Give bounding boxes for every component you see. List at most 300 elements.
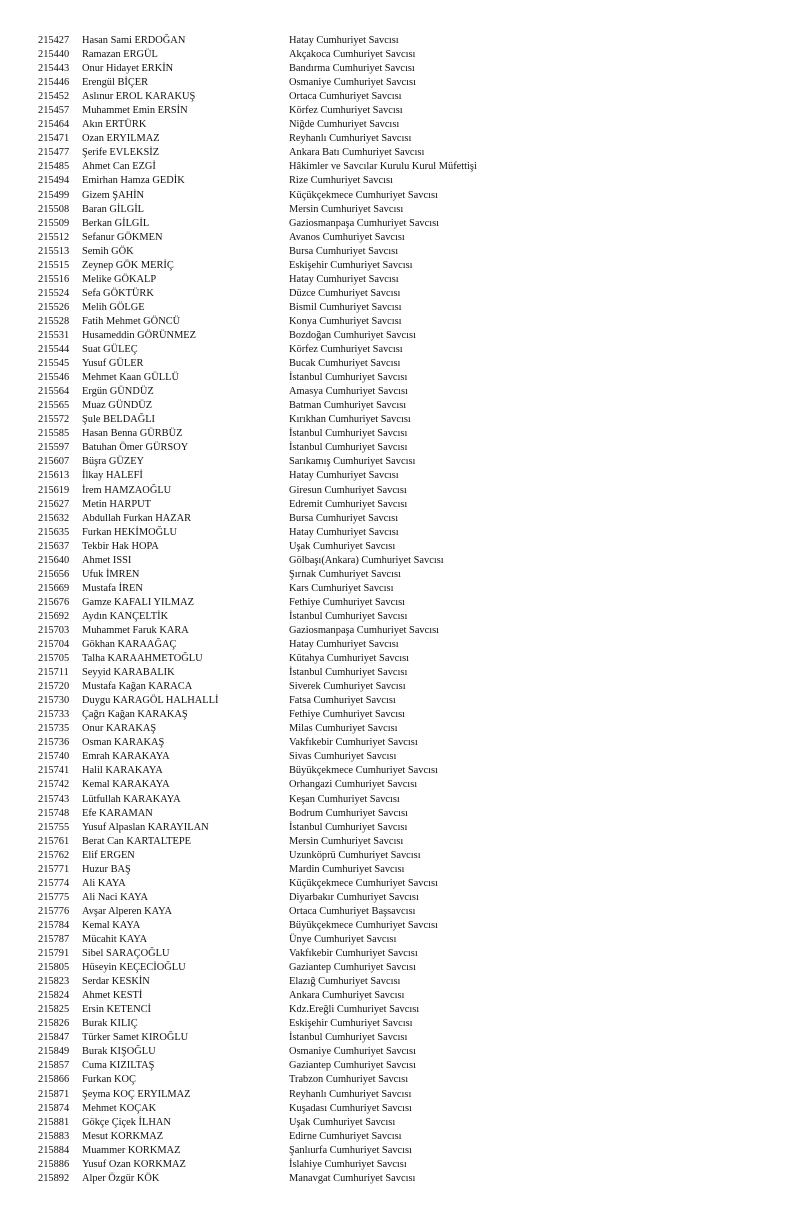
assigned-position: Kırıkhan Cumhuriyet Savcısı [289,414,411,426]
registry-number: 215823 [38,976,70,988]
list-item [0,778,798,792]
assigned-position: Gaziantep Cumhuriyet Savcısı [289,1060,416,1072]
registry-number: 215597 [38,442,70,454]
person-name: Tekbir Hak HOPA [82,540,159,552]
person-name: Mustafa Kağan KARACA [82,681,193,693]
person-name: Duygu KARAGÖL HALHALLİ [82,695,219,707]
list-item [0,315,798,329]
assigned-position: İslahiye Cumhuriyet Savcısı [289,1158,407,1170]
assigned-position: Giresun Cumhuriyet Savcısı [289,484,407,496]
list-item [0,273,798,287]
person-name: Burak KILIÇ [82,1018,138,1030]
registry-number: 215874 [38,1102,70,1114]
assigned-position: Osmaniye Cumhuriyet Savcısı [289,1046,416,1058]
list-item [0,357,798,371]
person-name: Sefa GÖKTÜRK [82,287,154,299]
assigned-position: Körfez Cumhuriyet Savcısı [289,105,403,117]
registry-number: 215446 [38,77,70,89]
registry-number: 215703 [38,624,70,636]
person-name: Şeyma KOÇ ERYILMAZ [82,1088,191,1100]
registry-number: 215743 [38,793,70,805]
list-item [0,821,798,835]
registry-number: 215471 [38,133,70,145]
person-name: Osman KARAKAŞ [82,737,165,749]
person-name: Abdullah Furkan HAZAR [82,512,192,524]
registry-number: 215632 [38,512,70,524]
list-item [0,1158,798,1172]
assigned-position: Siverek Cumhuriyet Savcısı [289,681,406,693]
assigned-position: Ortaca Cumhuriyet Savcısı [289,91,402,103]
person-name: Hasan Benna GÜRBÜZ [82,428,183,440]
assigned-position: Büyükçekmece Cumhuriyet Savcısı [289,919,438,931]
person-name: Fatih Mehmet GÖNCÜ [82,315,181,327]
appointment-list [0,34,798,1186]
assigned-position: Bursa Cumhuriyet Savcısı [289,245,399,257]
assigned-position: Gaziosmanpaşa Cumhuriyet Savcısı [289,217,440,229]
registry-number: 215705 [38,653,70,665]
list-item [0,722,798,736]
list-item [0,203,798,217]
assigned-position: Uzunköprü Cumhuriyet Savcısı [289,849,421,861]
registry-number: 215627 [38,498,70,510]
assigned-position: Akçakoca Cumhuriyet Savcısı [289,49,416,61]
assigned-position: Osmaniye Cumhuriyet Savcısı [289,77,416,89]
list-item [0,1059,798,1073]
person-name: Ahmet KESTİ [82,990,143,1002]
person-name: Gamze KAFALI YILMAZ [82,596,194,608]
list-item [0,835,798,849]
registry-number: 215847 [38,1032,70,1044]
assigned-position: Trabzon Cumhuriyet Savcısı [289,1074,409,1086]
registry-number: 215711 [38,667,69,679]
assigned-position: Fethiye Cumhuriyet Savcısı [289,596,406,608]
person-name: Muaz GÜNDÜZ [82,400,153,412]
person-name: Emrah KARAKAYA [82,751,170,763]
list-item [0,1088,798,1102]
list-item [0,1172,798,1186]
assigned-position: Küçükçekmece Cumhuriyet Savcısı [289,877,438,889]
person-name: Baran GİLGİL [82,203,145,215]
person-name: Huzur BAŞ [82,863,131,875]
list-item [0,750,798,764]
registry-number: 215545 [38,358,70,370]
list-item [0,484,798,498]
registry-number: 215524 [38,287,70,299]
assigned-position: Mardin Cumhuriyet Savcısı [289,863,405,875]
registry-number: 215512 [38,231,70,243]
registry-number: 215513 [38,245,70,257]
registry-number: 215881 [38,1116,70,1128]
assigned-position: Gaziantep Cumhuriyet Savcısı [289,962,416,974]
registry-number: 215613 [38,470,70,482]
list-item [0,793,798,807]
assigned-position: Bodrum Cumhuriyet Savcısı [289,807,408,819]
registry-number: 215886 [38,1158,70,1170]
list-item [0,48,798,62]
registry-number: 215427 [38,35,70,46]
registry-number: 215761 [38,835,70,847]
person-name: Serdar KESKİN [82,976,150,988]
list-item [0,764,798,778]
list-item [0,104,798,118]
person-name: Ersin KETENCİ [82,1004,151,1016]
list-item [0,1003,798,1017]
assigned-position: Fethiye Cumhuriyet Savcısı [289,709,406,721]
assigned-position: Diyarbakır Cumhuriyet Savcısı [289,891,419,903]
person-name: Şule BELDAĞLI [82,414,156,426]
registry-number: 215692 [38,610,70,622]
list-item [0,399,798,413]
person-name: Yusuf GÜLER [82,358,144,370]
person-name: Akın ERTÜRK [82,119,147,131]
list-item [0,1116,798,1130]
registry-number: 215494 [38,175,70,187]
list-item [0,455,798,469]
registry-number: 215508 [38,203,70,215]
list-item [0,427,798,441]
assigned-position: Vakfıkebir Cumhuriyet Savcısı [289,948,418,960]
registry-number: 215515 [38,259,70,271]
list-item [0,1017,798,1031]
assigned-position: Şanlıurfa Cumhuriyet Savcısı [289,1144,412,1156]
assigned-position: Küçükçekmece Cumhuriyet Savcısı [289,189,438,201]
assigned-position: Uşak Cumhuriyet Savcısı [289,1116,396,1128]
registry-number: 215824 [38,990,70,1002]
registry-number: 215572 [38,414,70,426]
registry-number: 215546 [38,372,70,384]
registry-number: 215849 [38,1046,70,1058]
list-item [0,329,798,343]
list-item [0,1045,798,1059]
registry-number: 215619 [38,484,70,496]
assigned-position: İstanbul Cumhuriyet Savcısı [289,428,408,440]
assigned-position: Mersin Cumhuriyet Savcısı [289,835,404,847]
registry-number: 215499 [38,189,70,201]
list-item [0,160,798,174]
list-item [0,526,798,540]
assigned-position: İstanbul Cumhuriyet Savcısı [289,1032,408,1044]
assigned-position: Hâkimler ve Savcılar Kurulu Kurul Müfettişi [289,161,477,173]
registry-number: 215528 [38,315,70,327]
person-name: Ergün GÜNDÜZ [82,386,154,398]
registry-number: 215637 [38,540,70,552]
assigned-position: İstanbul Cumhuriyet Savcısı [289,442,408,454]
list-item [0,287,798,301]
registry-number: 215464 [38,119,70,131]
list-item [0,863,798,877]
list-item [0,582,798,596]
assigned-position: Bandırma Cumhuriyet Savcısı [289,63,415,75]
list-item [0,638,798,652]
person-name: Hasan Sami ERDOĞAN [82,35,186,46]
assigned-position: Fatsa Cumhuriyet Savcısı [289,695,396,707]
person-name: Muhammet Emin ERSİN [82,105,188,117]
person-name: Şerife EVLEKSİZ [82,147,160,159]
list-item [0,259,798,273]
assigned-position: Bucak Cumhuriyet Savcısı [289,358,401,370]
registry-number: 215740 [38,751,70,763]
registry-number: 215452 [38,91,70,103]
person-name: Ahmet Can EZGİ [82,161,156,173]
assigned-position: Manavgat Cumhuriyet Savcısı [289,1172,416,1184]
person-name: Mehmet Kaan GÜLLÜ [82,372,179,384]
list-item [0,413,798,427]
registry-number: 215892 [38,1172,70,1184]
registry-number: 215866 [38,1074,70,1086]
person-name: Berat Can KARTALTEPE [82,835,191,847]
assigned-position: Bozdoğan Cumhuriyet Savcısı [289,329,416,341]
list-item [0,512,798,526]
registry-number: 215509 [38,217,70,229]
list-item [0,989,798,1003]
person-name: Aydın KANÇELTİK [82,610,169,622]
assigned-position: Ankara Cumhuriyet Savcısı [289,990,405,1002]
registry-number: 215735 [38,723,70,735]
registry-number: 215776 [38,905,70,917]
list-item [0,217,798,231]
list-item [0,189,798,203]
list-item [0,540,798,554]
person-name: Mustafa İREN [82,582,143,594]
registry-number: 215741 [38,765,70,777]
registry-number: 215526 [38,301,70,313]
person-name: Lütfullah KARAKAYA [82,793,181,805]
registry-number: 215775 [38,891,70,903]
registry-number: 215805 [38,962,70,974]
registry-number: 215755 [38,821,70,833]
list-item [0,90,798,104]
person-name: Mücahit KAYA [82,934,148,945]
assigned-position: Bursa Cumhuriyet Savcısı [289,512,399,524]
assigned-position: Ünye Cumhuriyet Savcısı [289,934,397,945]
assigned-position: Reyhanlı Cumhuriyet Savcısı [289,133,412,145]
registry-number: 215720 [38,681,70,693]
person-name: Aslınur EROL KARAKUŞ [82,91,196,103]
list-item [0,736,798,750]
person-name: Furkan HEKİMOĞLU [82,526,177,538]
assigned-position: İstanbul Cumhuriyet Savcısı [289,372,408,384]
person-name: Emirhan Hamza GEDİK [82,175,185,187]
registry-number: 215607 [38,456,70,468]
list-item [0,849,798,863]
person-name: Halil KARAKAYA [82,765,163,777]
assigned-position: İstanbul Cumhuriyet Savcısı [289,821,408,833]
list-item [0,961,798,975]
person-name: Ahmet ISSI [82,554,132,566]
assigned-position: Hatay Cumhuriyet Savcısı [289,35,399,46]
registry-number: 215440 [38,49,70,61]
registry-number: 215787 [38,934,70,945]
assigned-position: Batman Cumhuriyet Savcısı [289,400,407,412]
registry-number: 215736 [38,737,70,749]
registry-number: 215791 [38,948,70,960]
list-item [0,245,798,259]
assigned-position: Kars Cumhuriyet Savcısı [289,582,394,594]
assigned-position: Kütahya Cumhuriyet Savcısı [289,653,410,665]
list-item [0,76,798,90]
assigned-position: Reyhanlı Cumhuriyet Savcısı [289,1088,412,1100]
assigned-position: Körfez Cumhuriyet Savcısı [289,344,403,356]
person-name: Yusuf Ozan KORKMAZ [82,1158,186,1170]
registry-number: 215531 [38,329,70,341]
registry-number: 215774 [38,877,70,889]
assigned-position: Konya Cumhuriyet Savcısı [289,315,402,327]
person-name: Gökçe Çiçek İLHAN [82,1116,171,1128]
registry-number: 215640 [38,554,70,566]
list-item [0,933,798,947]
registry-number: 215857 [38,1060,70,1072]
person-name: Melike GÖKALP [82,273,157,285]
assigned-position: Şırnak Cumhuriyet Savcısı [289,568,401,580]
person-name: Büşra GÜZEY [82,456,145,468]
assigned-position: Gaziosmanpaşa Cumhuriyet Savcısı [289,624,440,636]
assigned-position: Keşan Cumhuriyet Savcısı [289,793,400,805]
list-item [0,174,798,188]
registry-number: 215825 [38,1004,70,1016]
assigned-position: Edirne Cumhuriyet Savcısı [289,1130,402,1142]
assigned-position: Sivas Cumhuriyet Savcısı [289,751,397,763]
person-name: Gökhan KARAAĞAÇ [82,639,177,651]
list-item [0,554,798,568]
registry-number: 215443 [38,63,70,75]
person-name: Semih GÖK [82,245,134,257]
list-item [0,596,798,610]
registry-number: 215516 [38,273,70,285]
person-name: İrem HAMZAOĞLU [82,484,172,496]
list-item [0,680,798,694]
assigned-position: Ankara Batı Cumhuriyet Savcısı [289,147,425,159]
person-name: Sefanur GÖKMEN [82,231,163,243]
registry-number: 215656 [38,568,70,580]
list-item [0,301,798,315]
person-name: Gizem ŞAHİN [82,189,145,201]
list-item [0,231,798,245]
registry-number: 215884 [38,1144,70,1156]
list-item [0,947,798,961]
list-item [0,343,798,357]
assigned-position: Milas Cumhuriyet Savcısı [289,723,398,735]
list-item [0,1144,798,1158]
person-name: Ali KAYA [82,877,126,889]
person-name: Metin HARPUT [82,498,151,510]
registry-number: 215485 [38,161,70,173]
assigned-position: Düzce Cumhuriyet Savcısı [289,287,401,299]
list-item [0,441,798,455]
list-item [0,708,798,722]
assigned-position: Mersin Cumhuriyet Savcısı [289,203,404,215]
person-name: Muammer KORKMAZ [82,1144,181,1156]
assigned-position: Uşak Cumhuriyet Savcısı [289,540,396,552]
registry-number: 215457 [38,105,70,117]
registry-number: 215676 [38,596,70,608]
registry-number: 215771 [38,863,70,875]
person-name: Zeynep GÖK MERİÇ [82,259,174,271]
registry-number: 215730 [38,695,70,707]
registry-number: 215871 [38,1088,70,1100]
assigned-position: Avanos Cumhuriyet Savcısı [289,231,405,243]
list-item [0,62,798,76]
person-name: Yusuf Alpaslan KARAYILAN [82,821,209,833]
assigned-position: Bismil Cumhuriyet Savcısı [289,301,402,313]
list-item [0,498,798,512]
list-item [0,34,798,48]
person-name: Husameddin GÖRÜNMEZ [82,329,196,341]
assigned-position: Eskişehir Cumhuriyet Savcısı [289,1018,413,1030]
registry-number: 215733 [38,709,70,721]
list-item [0,1031,798,1045]
list-item [0,807,798,821]
list-item [0,905,798,919]
registry-number: 215565 [38,400,70,412]
person-name: Kemal KAYA [82,919,141,931]
assigned-position: Amasya Cumhuriyet Savcısı [289,386,408,398]
registry-number: 215762 [38,849,70,861]
person-name: Ali Naci KAYA [82,891,148,903]
list-item [0,652,798,666]
list-item [0,1102,798,1116]
registry-number: 215635 [38,526,70,538]
list-item [0,568,798,582]
person-name: Kemal KARAKAYA [82,779,170,791]
person-name: Türker Samet KIROĞLU [82,1032,189,1044]
person-name: Ufuk İMREN [82,568,140,580]
person-name: Mehmet KOÇAK [82,1102,157,1114]
list-item [0,371,798,385]
person-name: Onur KARAKAŞ [82,723,157,735]
registry-number: 215477 [38,147,70,159]
list-item [0,975,798,989]
assigned-position: Hatay Cumhuriyet Savcısı [289,470,399,482]
person-name: Melih GÖLGE [82,301,145,313]
person-name: Batuhan Ömer GÜRSOY [82,442,189,454]
person-name: Elif ERGEN [82,849,135,861]
assigned-position: Elazığ Cumhuriyet Savcısı [289,976,401,988]
person-name: Alper Özgür KÖK [82,1172,160,1184]
registry-number: 215883 [38,1130,70,1142]
assigned-position: Edremit Cumhuriyet Savcısı [289,498,408,510]
person-name: İlkay HALEFİ [82,470,143,482]
person-name: Berkan GİLGİL [82,217,150,229]
list-item [0,624,798,638]
assigned-position: Kdz.Ereğli Cumhuriyet Savcısı [289,1004,420,1016]
assigned-position: Eskişehir Cumhuriyet Savcısı [289,259,413,271]
assigned-position: Kuşadası Cumhuriyet Savcısı [289,1102,412,1114]
person-name: Erengül BİÇER [82,77,149,89]
assigned-position: Sarıkamış Cumhuriyet Savcısı [289,456,416,468]
registry-number: 215669 [38,582,70,594]
assigned-position: Hatay Cumhuriyet Savcısı [289,526,399,538]
person-name: Talha KARAAHMETOĞLU [82,653,203,665]
list-item [0,385,798,399]
person-name: Cuma KIZILTAŞ [82,1060,155,1072]
person-name: Seyyid KARABALIK [82,667,175,679]
registry-number: 215742 [38,779,70,791]
list-item [0,666,798,680]
list-item [0,1073,798,1087]
person-name: Suat GÜLEÇ [82,344,138,356]
list-item [0,146,798,160]
assigned-position: Vakfıkebir Cumhuriyet Savcısı [289,737,418,749]
person-name: Sibel SARAÇOĞLU [82,948,170,960]
list-item [0,610,798,624]
assigned-position: Büyükçekmece Cumhuriyet Savcısı [289,765,438,777]
registry-number: 215826 [38,1018,70,1030]
registry-number: 215544 [38,344,70,356]
assigned-position: Rize Cumhuriyet Savcısı [289,175,393,187]
assigned-position: Hatay Cumhuriyet Savcısı [289,639,399,651]
assigned-position: Gölbaşı(Ankara) Cumhuriyet Savcısı [289,554,444,566]
list-item [0,132,798,146]
